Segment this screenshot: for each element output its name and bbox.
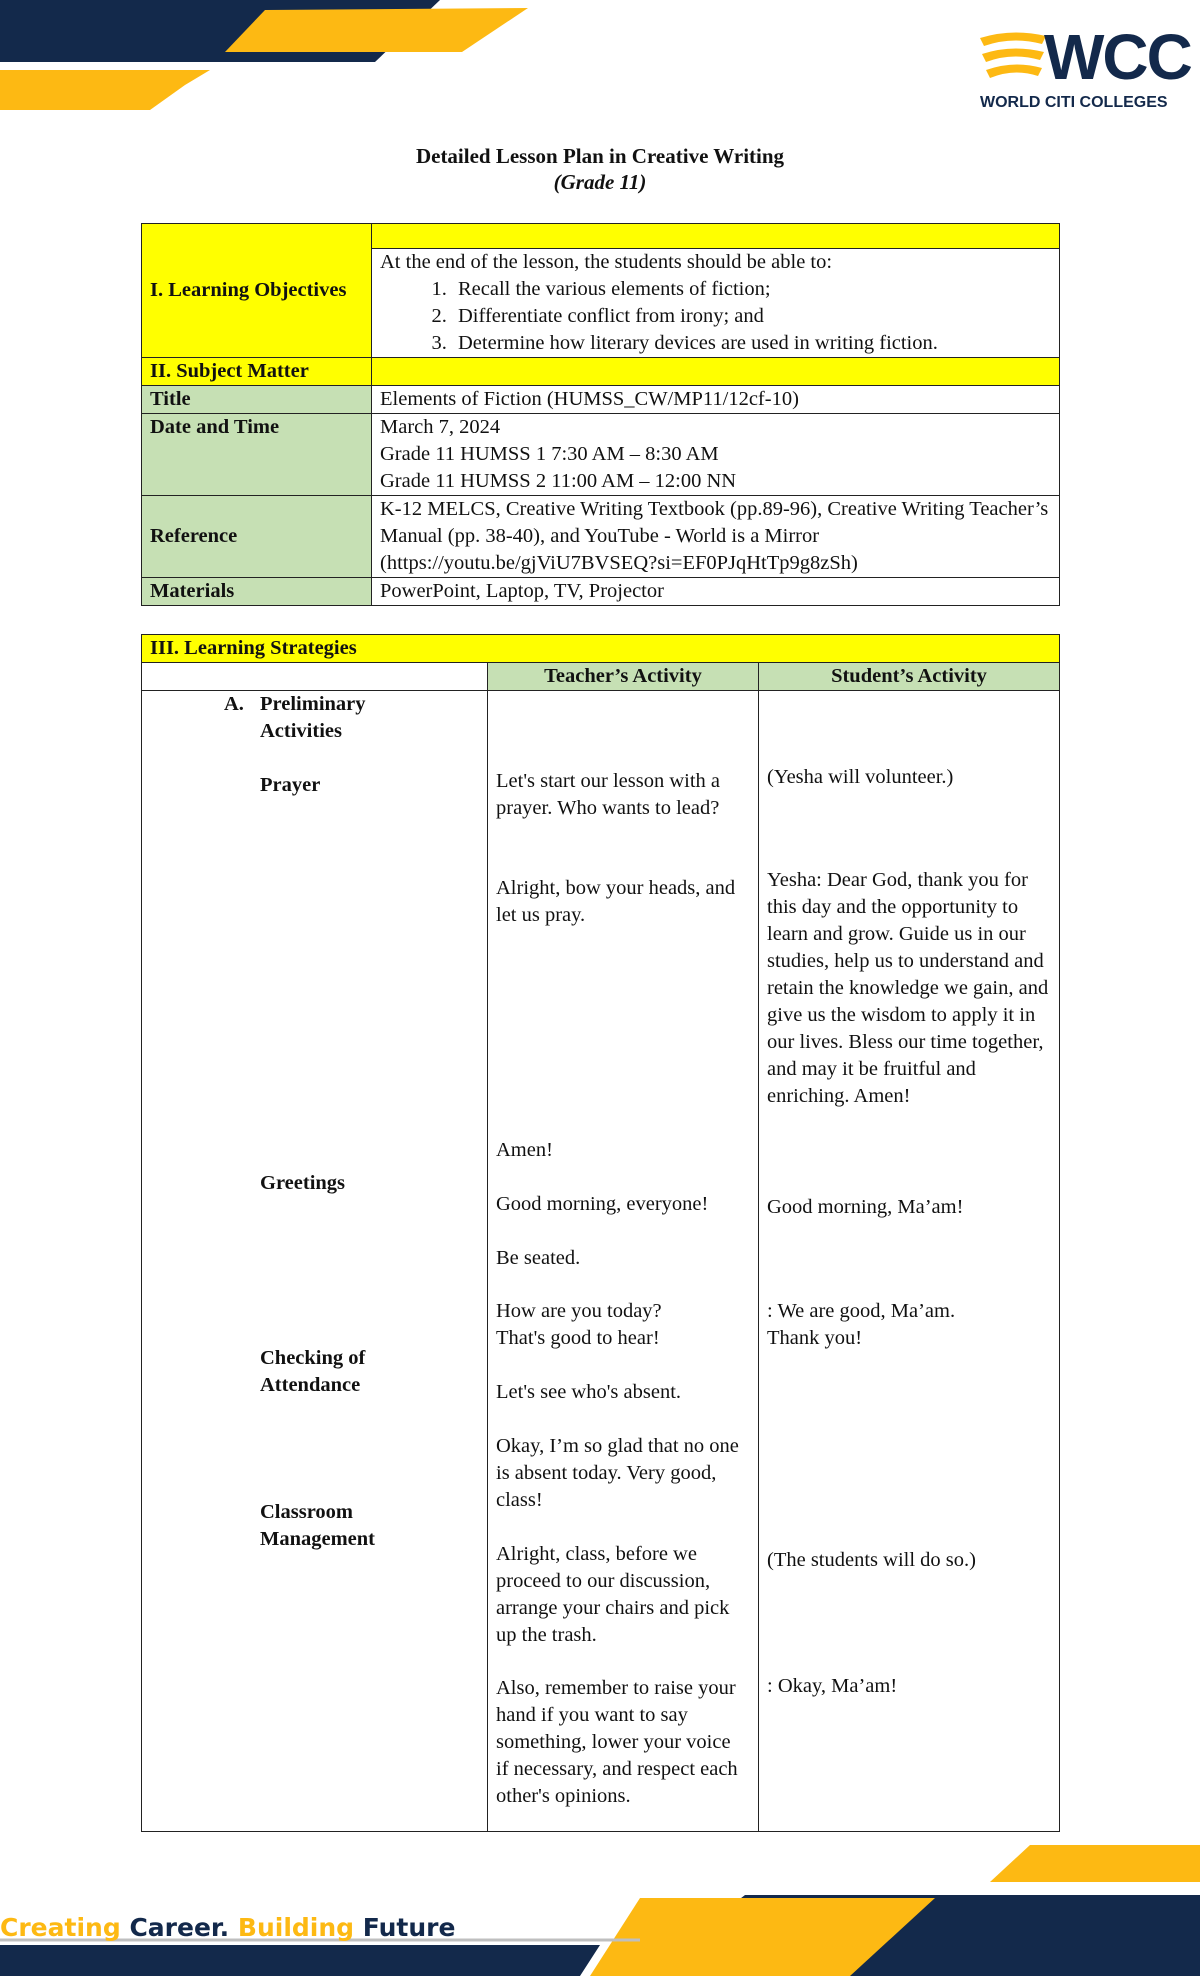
teacher-activity-header: Teacher’s Activity bbox=[488, 663, 759, 691]
title-value: Elements of Fiction (HUMSS_CW/MP11/12cf-10) bbox=[372, 386, 1060, 414]
lesson-info-table bbox=[141, 223, 1060, 606]
step-checking-attendance: Checking of Attendance bbox=[260, 1347, 366, 1396]
tagline-word: Future bbox=[362, 1913, 456, 1942]
step-greetings: Greetings bbox=[260, 1172, 346, 1194]
logo-swoosh-icon bbox=[978, 28, 1048, 90]
student-line: (The students will do so.) bbox=[767, 1549, 976, 1571]
tagline-word: Building bbox=[237, 1913, 355, 1942]
student-line: Good morning, Ma’am! bbox=[767, 1196, 964, 1218]
reference-value: K-12 MELCS, Creative Writing Textbook (pp.89-96), Creative Writing Teacher’s Manual (pp. 38-40), and YouTube - World is a Mirror (https://youtu.be/gjViU7BVSEQ?si=EF0PJqHtTp9g8zSh) bbox=[372, 496, 1060, 578]
section-title: Preliminary Activities bbox=[260, 693, 366, 742]
objectives-cell bbox=[372, 249, 1060, 358]
teacher-line: How are you today? That's good to hear! bbox=[496, 1300, 662, 1349]
objective-item: 3. Determine how literary devices are used in writing fiction. bbox=[452, 330, 1051, 357]
subject-matter-label: II. Subject Matter bbox=[142, 358, 372, 386]
footer-tagline bbox=[0, 1913, 455, 1942]
teacher-line: Amen! bbox=[496, 1139, 553, 1161]
objectives-intro: At the end of the lesson, the students should be able to: bbox=[380, 251, 833, 273]
subject-matter-blank bbox=[372, 358, 1060, 386]
date-label: Date and Time bbox=[142, 414, 372, 496]
logo-text: WCC bbox=[1044, 21, 1191, 93]
page-subtitle: (Grade 11) bbox=[553, 170, 647, 194]
student-activity-header: Student’s Activity bbox=[759, 663, 1060, 691]
teacher-line: Let's start our lesson with a prayer. Who wants to lead? bbox=[496, 770, 721, 819]
teacher-line: Be seated. bbox=[496, 1247, 581, 1269]
objective-item: 1. Recall the various elements of fiction; bbox=[452, 276, 1051, 303]
objectives-header-blank bbox=[372, 224, 1060, 249]
reference-label: Reference bbox=[142, 496, 372, 578]
title-label: Title bbox=[142, 386, 372, 414]
date-line: Grade 11 HUMSS 1 7:30 AM – 8:30 AM bbox=[380, 443, 719, 465]
step-prayer: Prayer bbox=[260, 774, 321, 796]
student-line: Yesha: Dear God, thank you for this day and the opportunity to learn and grow. Guide us in our studies, help us to understand and retain the knowledge we gain, and give us the wisdom to apply it in our lives. Bless our time together, and may it be fruitful and enriching. Amen! bbox=[767, 869, 1049, 1107]
section-letter: A. bbox=[224, 693, 244, 715]
strategies-header-blank bbox=[142, 663, 488, 691]
objectives-label: I. Learning Objectives bbox=[142, 224, 372, 358]
materials-label: Materials bbox=[142, 578, 372, 606]
learning-strategies-table bbox=[141, 634, 1060, 1832]
date-value bbox=[372, 414, 1060, 496]
student-column bbox=[759, 691, 1060, 1832]
student-line: : Okay, Ma’am! bbox=[767, 1675, 898, 1697]
page-title: Detailed Lesson Plan in Creative Writing bbox=[415, 144, 785, 168]
date-line: Grade 11 HUMSS 2 11:00 AM – 12:00 NN bbox=[380, 470, 737, 492]
tagline-word: Creating bbox=[0, 1913, 121, 1942]
teacher-column bbox=[488, 691, 759, 1832]
objective-item: 2. Differentiate conflict from irony; and bbox=[452, 303, 1051, 330]
teacher-line: Alright, class, before we proceed to our discussion, arrange your chairs and pick up the trash. bbox=[496, 1543, 730, 1646]
steps-column bbox=[142, 691, 488, 1832]
student-line: : We are good, Ma’am. Thank you! bbox=[767, 1300, 956, 1349]
teacher-line: Alright, bow your heads, and let us pray. bbox=[496, 877, 736, 926]
teacher-line: Okay, I’m so glad that no one is absent today. Very good, class! bbox=[496, 1435, 739, 1511]
materials-value: PowerPoint, Laptop, TV, Projector bbox=[372, 578, 1060, 606]
teacher-line: Let's see who's absent. bbox=[496, 1381, 682, 1403]
date-line: March 7, 2024 bbox=[380, 416, 501, 438]
strategies-label: III. Learning Strategies bbox=[142, 635, 1060, 663]
teacher-line: Good morning, everyone! bbox=[496, 1193, 709, 1215]
student-line: (Yesha will volunteer.) bbox=[767, 766, 954, 788]
school-logo bbox=[978, 21, 1191, 122]
school-name: WORLD CITI COLLEGES bbox=[980, 94, 1168, 111]
objectives-list bbox=[380, 276, 1051, 357]
step-classroom-management: Classroom Management bbox=[260, 1501, 376, 1550]
tagline-word: Career. bbox=[129, 1913, 230, 1942]
teacher-line: Also, remember to raise your hand if you want to say something, lower your voice if necessary, and respect each other's opinions. bbox=[496, 1677, 738, 1807]
document-title-block bbox=[0, 143, 1200, 195]
